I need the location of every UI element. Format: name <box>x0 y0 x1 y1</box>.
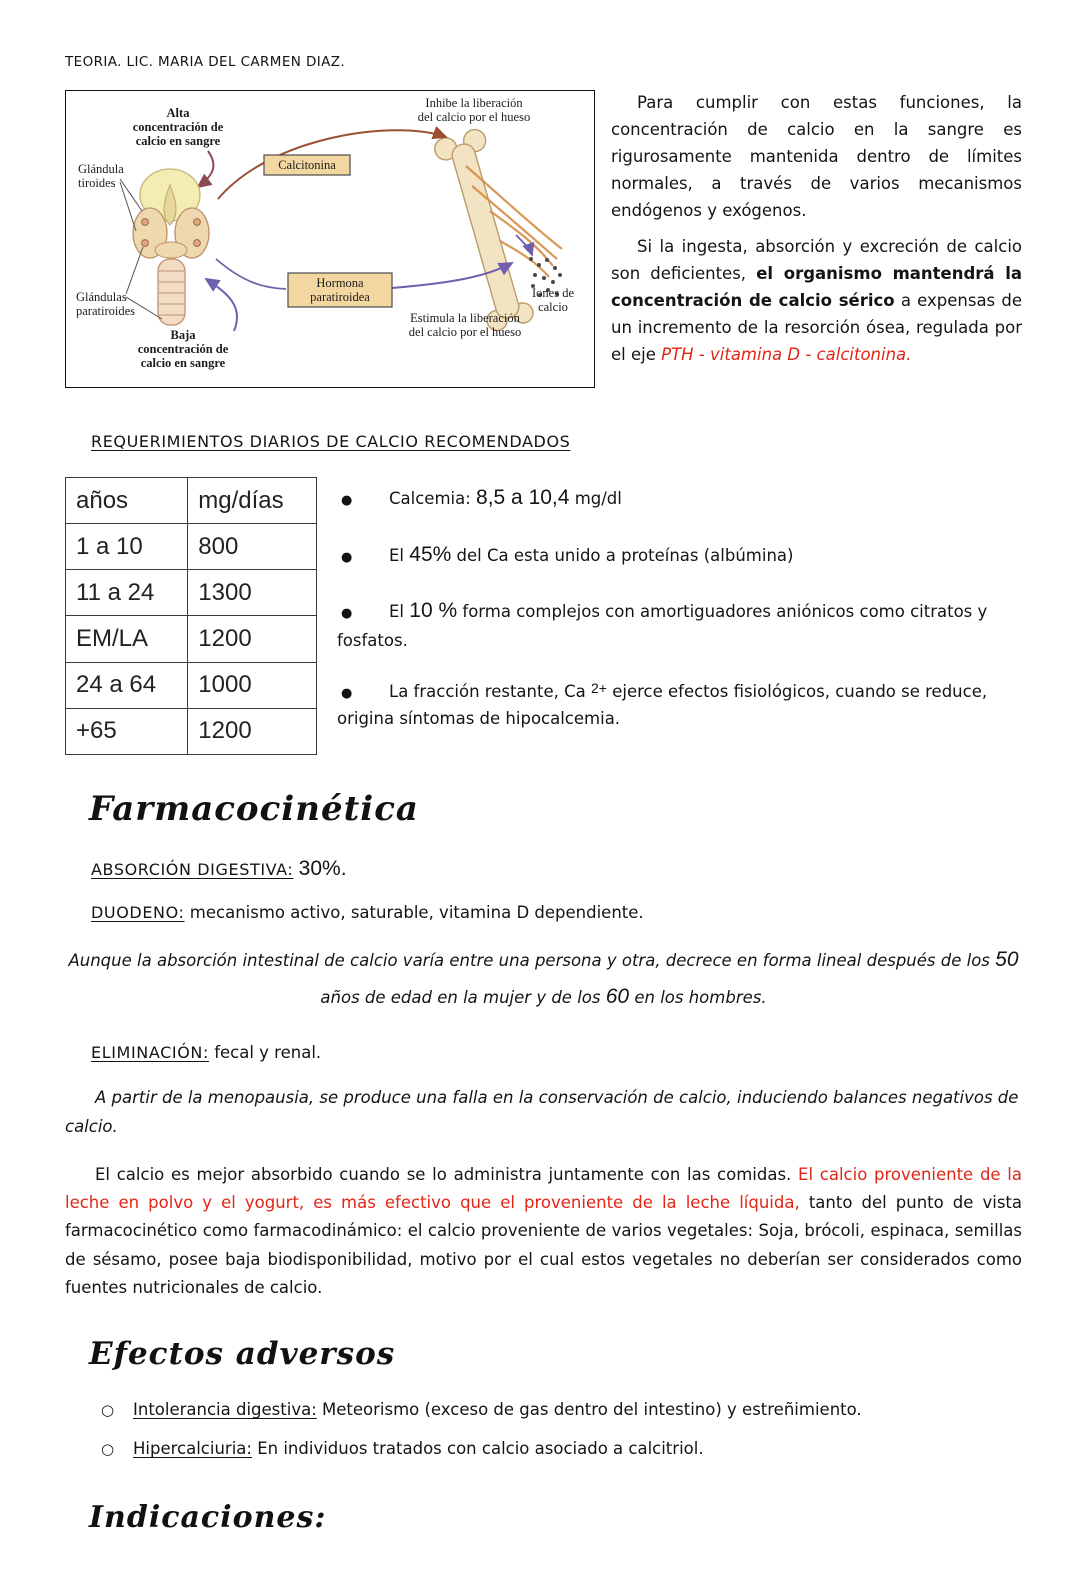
calcium-regulation-diagram <box>65 90 595 388</box>
baja-label: calcio en sangre <box>140 356 226 370</box>
line-thyroid-to-hormona-box <box>216 259 286 289</box>
inhibe-label: del calcio por el hueso <box>417 110 531 124</box>
parathyroid-gland-dot <box>194 219 201 226</box>
alta-label: Alta <box>166 106 190 120</box>
calcitonina-label: Calcitonina <box>278 158 336 172</box>
parathyroid-gland-dot <box>194 240 201 247</box>
variation-text: en los hombres. <box>634 987 767 1007</box>
table-cell: 1000 <box>188 662 317 708</box>
requirements-section-title <box>91 432 1022 451</box>
alta-label: concentración de <box>132 120 224 134</box>
dot-bullet-icon: ● <box>341 549 353 565</box>
estimula-label: Estimula la liberación <box>410 311 520 325</box>
farmacocinetica-heading: Farmacocinética <box>89 788 419 829</box>
dot-bullet-icon: ● <box>341 493 353 508</box>
inhibe-label: Inhibe la liberación <box>425 96 523 110</box>
table-row <box>66 662 317 708</box>
hormona-paratiroidea-label-box <box>288 273 392 307</box>
bullet-value: 10 % <box>409 599 458 623</box>
adverse-effect-label: Intolerancia digestiva: <box>133 1400 317 1420</box>
calcium-ion-superscript: 2+ <box>590 680 607 697</box>
dot-bullet-icon: ● <box>341 686 353 702</box>
table-cell: 24 a 64 <box>66 662 188 708</box>
parathyroid-gland-dot <box>142 219 149 226</box>
thyroid-illustration <box>133 169 209 325</box>
table-cell: 1200 <box>188 708 317 754</box>
duodeno-line <box>91 903 1022 922</box>
variation-text: años de edad en la mujer y de los <box>320 987 601 1007</box>
calcemia-unit: mg/dl <box>574 489 622 508</box>
intro-paragraph-1: Para cumplir con estas funciones, la concentración de calcio en la sangre es rigurosamente mantenida dentro de límites normales, a través de varios mecanismos endógenos y exógenos. <box>611 93 1022 220</box>
alta-label: calcio en sangre <box>135 134 221 148</box>
glandula-tiroides-label: Glándula <box>78 162 124 176</box>
indicaciones-heading: Indicaciones: <box>89 1500 327 1536</box>
baja-label: Baja <box>170 328 196 342</box>
calcemia-value: 8,5 a 10,4 <box>476 486 570 509</box>
absorcion-label: ABSORCIÓN DIGESTIVA: <box>91 859 294 879</box>
arrow-alta-to-thyroid <box>198 151 213 187</box>
table-cell: +65 <box>66 708 188 754</box>
table-row <box>66 524 317 570</box>
intro-p2-bold: el organismo mantendrá la concentración de calcio sérico <box>611 264 1023 311</box>
glandulas-paratiroides-label: Glándulas <box>76 290 127 304</box>
table-cell: 11 a 24 <box>66 570 188 616</box>
iones-label: Iones de <box>532 286 574 300</box>
calcium-requirements-table <box>65 477 317 755</box>
absorcion-digestiva-line <box>91 857 1022 881</box>
calcitonina-label-box <box>264 155 350 175</box>
hormona-label: paratiroidea <box>310 290 370 304</box>
dot-bullet-icon: ● <box>341 606 353 622</box>
duodeno-label: DUODENO: <box>91 902 185 922</box>
intro-paragraph-2 <box>611 234 1022 368</box>
table-header-row <box>66 478 317 524</box>
menopausia-note: A partir de la menopausia, se produce una falla en la conservación de calcio, induciendo balances negativos de calcio. <box>65 1088 1019 1136</box>
food-paragraph-black: tanto del punto de vista farmacocinético como farmacodinámico: el calcio proveniente de varios vegetales: Soja, brócoli, espinaca, semillas de sésamo, posee baja biodisponibilidad, motivo por el cual estos vegetales no deberían ser considerados como fuentes nutricionales de calcio. <box>65 1192 1023 1298</box>
adverse-effect-item <box>101 1396 1022 1425</box>
intro-p2-red-axis: PTH - vitamina D - calcitonina. <box>661 345 912 365</box>
list-item <box>337 538 1022 572</box>
table-row <box>66 570 317 616</box>
requirements-section <box>65 477 1022 755</box>
absorption-variation-note <box>65 942 1022 1016</box>
absorption-food-paragraph <box>65 1161 1022 1303</box>
circle-bullet-icon: ○ <box>101 1401 115 1420</box>
table-row <box>66 616 317 662</box>
adverse-effect-label: Hipercalciuria: <box>133 1439 252 1459</box>
food-paragraph-black: El calcio es mejor absorbido cuando se lo administra juntamente con las comidas. <box>95 1164 792 1184</box>
adverse-effects-list <box>101 1396 1022 1464</box>
glandulas-paratiroides-label: paratiroides <box>76 304 136 318</box>
eliminacion-text: fecal y renal. <box>214 1043 322 1063</box>
intro-p2-mid: a expensas de un incremento de la resorción ósea, regulada por el eje <box>611 291 1022 365</box>
adverse-effect-text: En individuos tratados con calcio asociado a calcitriol. <box>257 1439 704 1459</box>
baja-label: concentración de <box>137 342 229 356</box>
bullet-text: El <box>389 602 405 622</box>
hormona-label: Hormona <box>316 276 364 290</box>
circle-bullet-icon: ○ <box>101 1440 115 1459</box>
bullet-text: ejerce efectos fisiológicos, cuando se reduce, origina síntomas de hipocalcemia. <box>337 682 988 728</box>
bullet-text: El <box>389 545 405 565</box>
bullet-text: del Ca esta unido a proteínas (albúmina) <box>456 545 794 565</box>
intro-p2-start: Si la ingesta, absorción y excreción de calcio son deficientes, <box>611 237 1022 284</box>
absorcion-value: 30%. <box>298 856 347 880</box>
table-header-cell: mg/días <box>188 478 317 524</box>
list-item <box>337 594 1022 654</box>
variation-age-men: 60 <box>605 984 630 1008</box>
parathyroid-gland-dot <box>142 240 149 247</box>
iones-label: calcio <box>538 300 568 314</box>
bullet-text: forma complejos con amortiguadores aniónicos como citratos y fosfatos. <box>337 602 988 650</box>
efectos-adversos-heading: Efectos adversos <box>89 1336 396 1373</box>
bullet-value: 45% <box>409 542 452 566</box>
variation-text: Aunque la absorción intestinal de calcio varía entre una persona y otra, decrece en forma lineal después de los <box>68 950 990 970</box>
glandula-tiroides-label: tiroides <box>78 176 116 190</box>
top-section <box>65 90 1022 388</box>
list-item <box>337 677 1022 732</box>
food-paragraph-red: El calcio proveniente de la leche en polvo y el yogurt, es más efectivo que el proveniente de la leche líquida, <box>65 1164 1022 1212</box>
table-cell: 1300 <box>188 570 317 616</box>
table-cell: 1200 <box>188 616 317 662</box>
calcemia-label: Calcemia: <box>389 489 471 508</box>
variation-age-women: 50 <box>995 947 1019 971</box>
estimula-label: del calcio por el hueso <box>408 325 522 339</box>
table-cell: EM/LA <box>66 616 188 662</box>
eliminacion-label: ELIMINACIÓN: <box>91 1043 209 1063</box>
bone-illustration <box>432 127 537 334</box>
table-cell: 800 <box>188 524 317 570</box>
table-row <box>66 708 317 754</box>
adverse-effect-text: Meteorismo (exceso de gas dentro del intestino) y estreñimiento. <box>322 1400 862 1420</box>
table-header-cell: años <box>66 478 188 524</box>
eliminacion-line <box>91 1043 1022 1062</box>
page-header: TEORIA. LIC. MARIA DEL CARMEN DIAZ. <box>65 54 346 70</box>
bullet-text: La fracción restante, Ca <box>389 682 586 702</box>
arrow-baja-to-parathyroid <box>206 279 237 331</box>
list-item <box>337 481 1022 515</box>
intro-column <box>611 90 1022 369</box>
adverse-effect-item <box>101 1435 1022 1464</box>
calcium-facts-list <box>337 477 1022 755</box>
duodeno-text: mecanismo activo, saturable, vitamina D dependiente. <box>189 902 644 922</box>
table-cell: 1 a 10 <box>66 524 188 570</box>
requirements-title-text: REQUERIMIENTOS DIARIOS DE CALCIO RECOMENDADOS <box>91 432 571 451</box>
calcium-regulation-svg <box>66 91 593 386</box>
